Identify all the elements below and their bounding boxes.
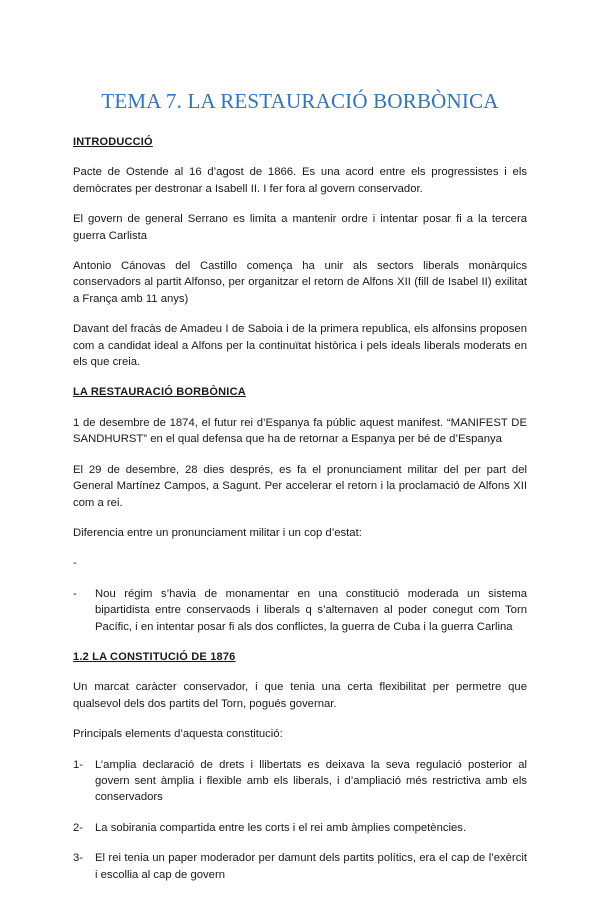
list-marker: 2- [73, 821, 84, 834]
page-title: TEMA 7. LA RESTAURACIÓ BORBÒNICA [101, 89, 499, 113]
list-item [73, 850, 527, 883]
list-marker: 3- [73, 852, 84, 865]
list-item [73, 586, 527, 635]
section-heading-intro: INTRODUCCIÓ [73, 136, 153, 148]
section-heading-constitucio: 1.2 LA CONSTITUCIÓ DE 1876 [73, 650, 236, 663]
empty-list-item: - [73, 557, 77, 570]
paragraph: Pacte de Ostende al 16 d’agost de 1866. Es una acord entre els progressistes i els demòcrates per destronar a Isabell II. I fer fora al govern conservador. [73, 166, 527, 195]
paragraph: Diferencia entre un pronunciament militar i un cop d’estat: [73, 526, 362, 539]
section-heading-restauracio: LA RESTAURACIÓ BORBÒNICA [73, 386, 246, 399]
paragraph: Davant del fracàs de Amadeu I de Saboia i de la primera republica, els alfonsins proposen com a candidat ideal a Alfons per la continuïtat històrica i pels ideals liberals moderats en els que creia. [73, 323, 527, 369]
paragraph: Antonio Cánovas del Castillo comença ha unir als sectors liberals monàrquics conservadors al partit Alfonso, per organitzar el retorn de Alfons XII (fill de Isabel II) exilitat a França amb 11 anys) [73, 260, 527, 305]
list-item-text: Nou régim s’havia de monamentar en una constitució moderada un sistema bipartidista entre conservaods i liberals q s’alternaven al poder conegut com Torn Pacífic, i en intentar posar fi als dos conflictes, la guerra de Cuba i la guerra Carlina [95, 587, 527, 633]
list-item-text: La sobirania compartida entre les corts i el rei amb àmplies competències. [95, 821, 467, 834]
list-item-text: L’amplia declaració de drets i llibertats es deixava la seva regulació posterior al govern sent àmplia i flexible amb els liberals, i d’ampliació més restrictiva amb els conservadors [95, 758, 527, 804]
document-body [73, 134, 527, 897]
list-marker: - [73, 587, 77, 600]
paragraph: El govern de general Serrano es limita a mantenir ordre i intentar posar fi a la tercera guerra Carlista [73, 213, 527, 242]
paragraph: El 29 de desembre, 28 dies després, es fa el pronunciament militar del per part del General Martínez Campos, a Sagunt. Per accelerar el retorn i la proclamació de Alfons XII com a rei. [73, 463, 527, 509]
paragraph: Principals elements d’aquesta constitució: [73, 728, 283, 741]
list-item-text: El rei tenia un paper moderador per damunt dels partits polítics, era el cap de l’exèrcit i escollia al cap de govern [95, 852, 527, 881]
paragraph: Un marcat caràcter conservador, i que tenia una certa flexibilitat per permetre que qualsevol dels dos partits del Torn, pogués governar. [73, 681, 527, 710]
list-marker: 1- [73, 758, 84, 771]
paragraph: 1 de desembre de 1874, el futur rei d’Espanya fa públic aquest manifest. “MANIFEST DE SANDHURST” en el qual defensa que ha de retornar a Espanya per bé de d’Espanya [73, 416, 527, 446]
list-item [73, 757, 527, 806]
list-item [73, 820, 527, 836]
